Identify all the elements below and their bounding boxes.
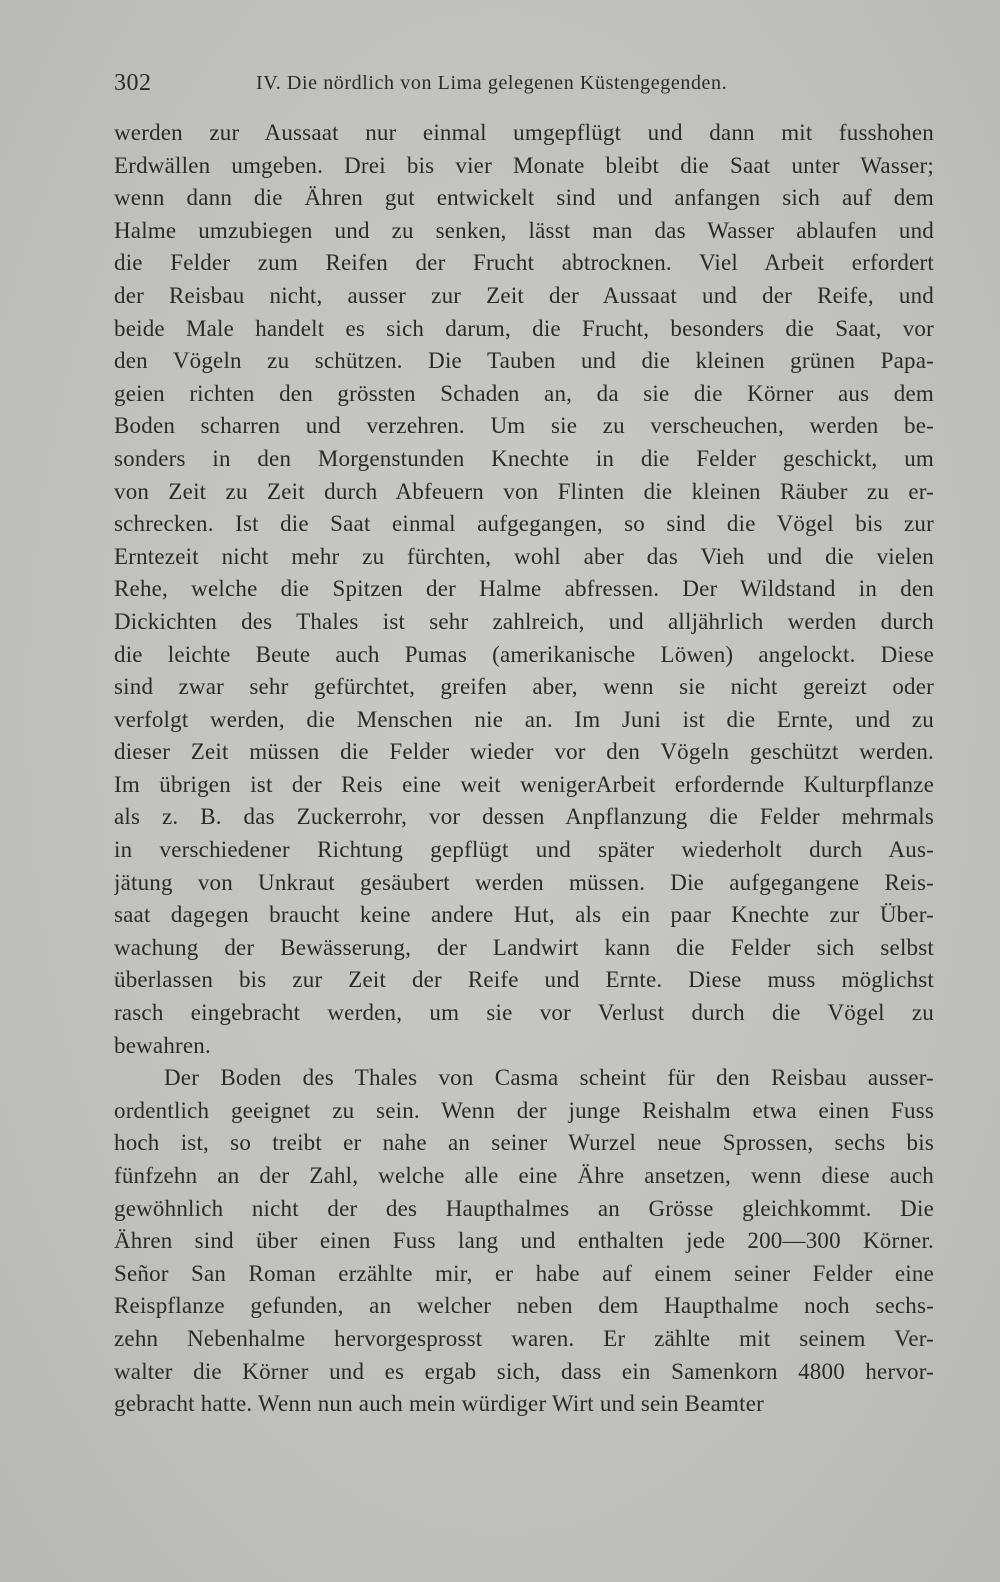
text-line: hoch ist, so treibt er nahe an seiner Wurzel neue Sprossen, sechs bis xyxy=(114,1130,934,1156)
text-line: ordentlich geeignet zu sein. Wenn der junge Reishalm etwa einen Fuss xyxy=(114,1097,934,1123)
text-line: zehn Nebenhalme hervorgesprosst waren. Er zählte mit seinem Ver- xyxy=(114,1325,934,1351)
text-line: Der Boden des Thales von Casma scheint für den Reisbau ausser- xyxy=(164,1065,934,1091)
chapter-heading: IV. Die nördlich von Lima gelegenen Küstengegenden. xyxy=(256,72,728,94)
text-line: sonders in den Morgenstunden Knechte in die Felder geschickt, um xyxy=(114,445,934,471)
text-line: als z. B. das Zuckerrohr, vor dessen Anpflanzung die Felder mehrmals xyxy=(114,804,934,830)
text-line: wachung der Bewässerung, der Landwirt kann die Felder sich selbst xyxy=(114,934,934,960)
text-line: von Zeit zu Zeit durch Abfeuern von Flinten die kleinen Räuber zu er- xyxy=(114,478,934,504)
paragraph xyxy=(114,1062,934,1421)
text-line: in verschiedener Richtung gepflügt und später wiederholt durch Aus- xyxy=(114,837,934,863)
text-line: Ähren sind über einen Fuss lang und enthalten jede 200—300 Körner. xyxy=(114,1228,934,1254)
text-line: rasch eingebracht werden, um sie vor Verlust durch die Vögel zu xyxy=(114,1000,934,1026)
text-line: den Vögeln zu schützen. Die Tauben und die kleinen grünen Papa- xyxy=(114,348,934,374)
text-line: die leichte Beute auch Pumas (amerikanische Löwen) angelockt. Diese xyxy=(114,641,934,667)
text-line: gebracht hatte. Wenn nun auch mein würdiger Wirt und sein Beamter xyxy=(114,1391,764,1417)
text-line: der Reisbau nicht, ausser zur Zeit der Aussaat und der Reife, und xyxy=(114,282,934,308)
text-line: verfolgt werden, die Menschen nie an. Im Juni ist die Ernte, und zu xyxy=(114,706,934,732)
text-line: Señor San Roman erzählte mir, er habe auf einem seiner Felder eine xyxy=(114,1260,934,1286)
text-line: Erntezeit nicht mehr zu fürchten, wohl aber das Vieh und die vielen xyxy=(114,543,934,569)
paragraph xyxy=(114,117,934,1062)
text-line: wenn dann die Ähren gut entwickelt sind und anfangen sich auf dem xyxy=(114,185,934,211)
text-line: gewöhnlich nicht der des Haupthalmes an Grösse gleichkommt. Die xyxy=(114,1195,934,1221)
text-line: überlassen bis zur Zeit der Reife und Ernte. Diese muss möglichst xyxy=(114,967,934,993)
text-line: saat dagegen braucht keine andere Hut, als ein paar Knechte zur Über- xyxy=(114,902,934,928)
text-line: Im übrigen ist der Reis eine weit wenigerArbeit erfordernde Kulturpflanze xyxy=(114,771,934,797)
text-line: Boden scharren und verzehren. Um sie zu verscheuchen, werden be- xyxy=(114,413,934,439)
running-head xyxy=(114,70,934,104)
text-line: Dickichten des Thales ist sehr zahlreich, und alljährlich werden durch xyxy=(114,608,934,634)
text-line: Reispflanze gefunden, an welcher neben dem Haupthalme noch sechs- xyxy=(114,1293,934,1319)
text-line: beide Male handelt es sich darum, die Frucht, besonders die Saat, vor xyxy=(114,315,934,341)
text-line: dieser Zeit müssen die Felder wieder vor den Vögeln geschützt werden. xyxy=(114,739,934,765)
text-line: die Felder zum Reifen der Frucht abtrocknen. Viel Arbeit erfordert xyxy=(114,250,934,276)
text-line: Halme umzubiegen und zu senken, lässt man das Wasser ablaufen und xyxy=(114,217,934,243)
text-line: sind zwar sehr gefürchtet, greifen aber, wenn sie nicht gereizt oder xyxy=(114,674,934,700)
text-line: werden zur Aussaat nur einmal umgepflügt und dann mit fusshohen xyxy=(114,120,934,145)
text-line: schrecken. Ist die Saat einmal aufgegangen, so sind die Vögel bis zur xyxy=(114,511,934,537)
text-line: Erdwällen umgeben. Drei bis vier Monate bleibt die Saat unter Wasser; xyxy=(114,152,934,178)
text-line: fünfzehn an der Zahl, welche alle eine Ähre ansetzen, wenn diese auch xyxy=(114,1163,934,1188)
text-line: jätung von Unkraut gesäubert werden müssen. Die aufgegangene Reis- xyxy=(114,869,934,895)
text-line: Rehe, welche die Spitzen der Halme abfressen. Der Wildstand in den xyxy=(114,576,934,602)
text-line: geien richten den grössten Schaden an, da sie die Körner aus dem xyxy=(114,380,934,406)
text-line: walter die Körner und es ergab sich, dass ein Samenkorn 4800 hervor- xyxy=(114,1358,934,1384)
text-line: bewahren. xyxy=(114,1032,211,1058)
body-text xyxy=(114,117,934,1421)
page-number: 302 xyxy=(114,70,152,96)
